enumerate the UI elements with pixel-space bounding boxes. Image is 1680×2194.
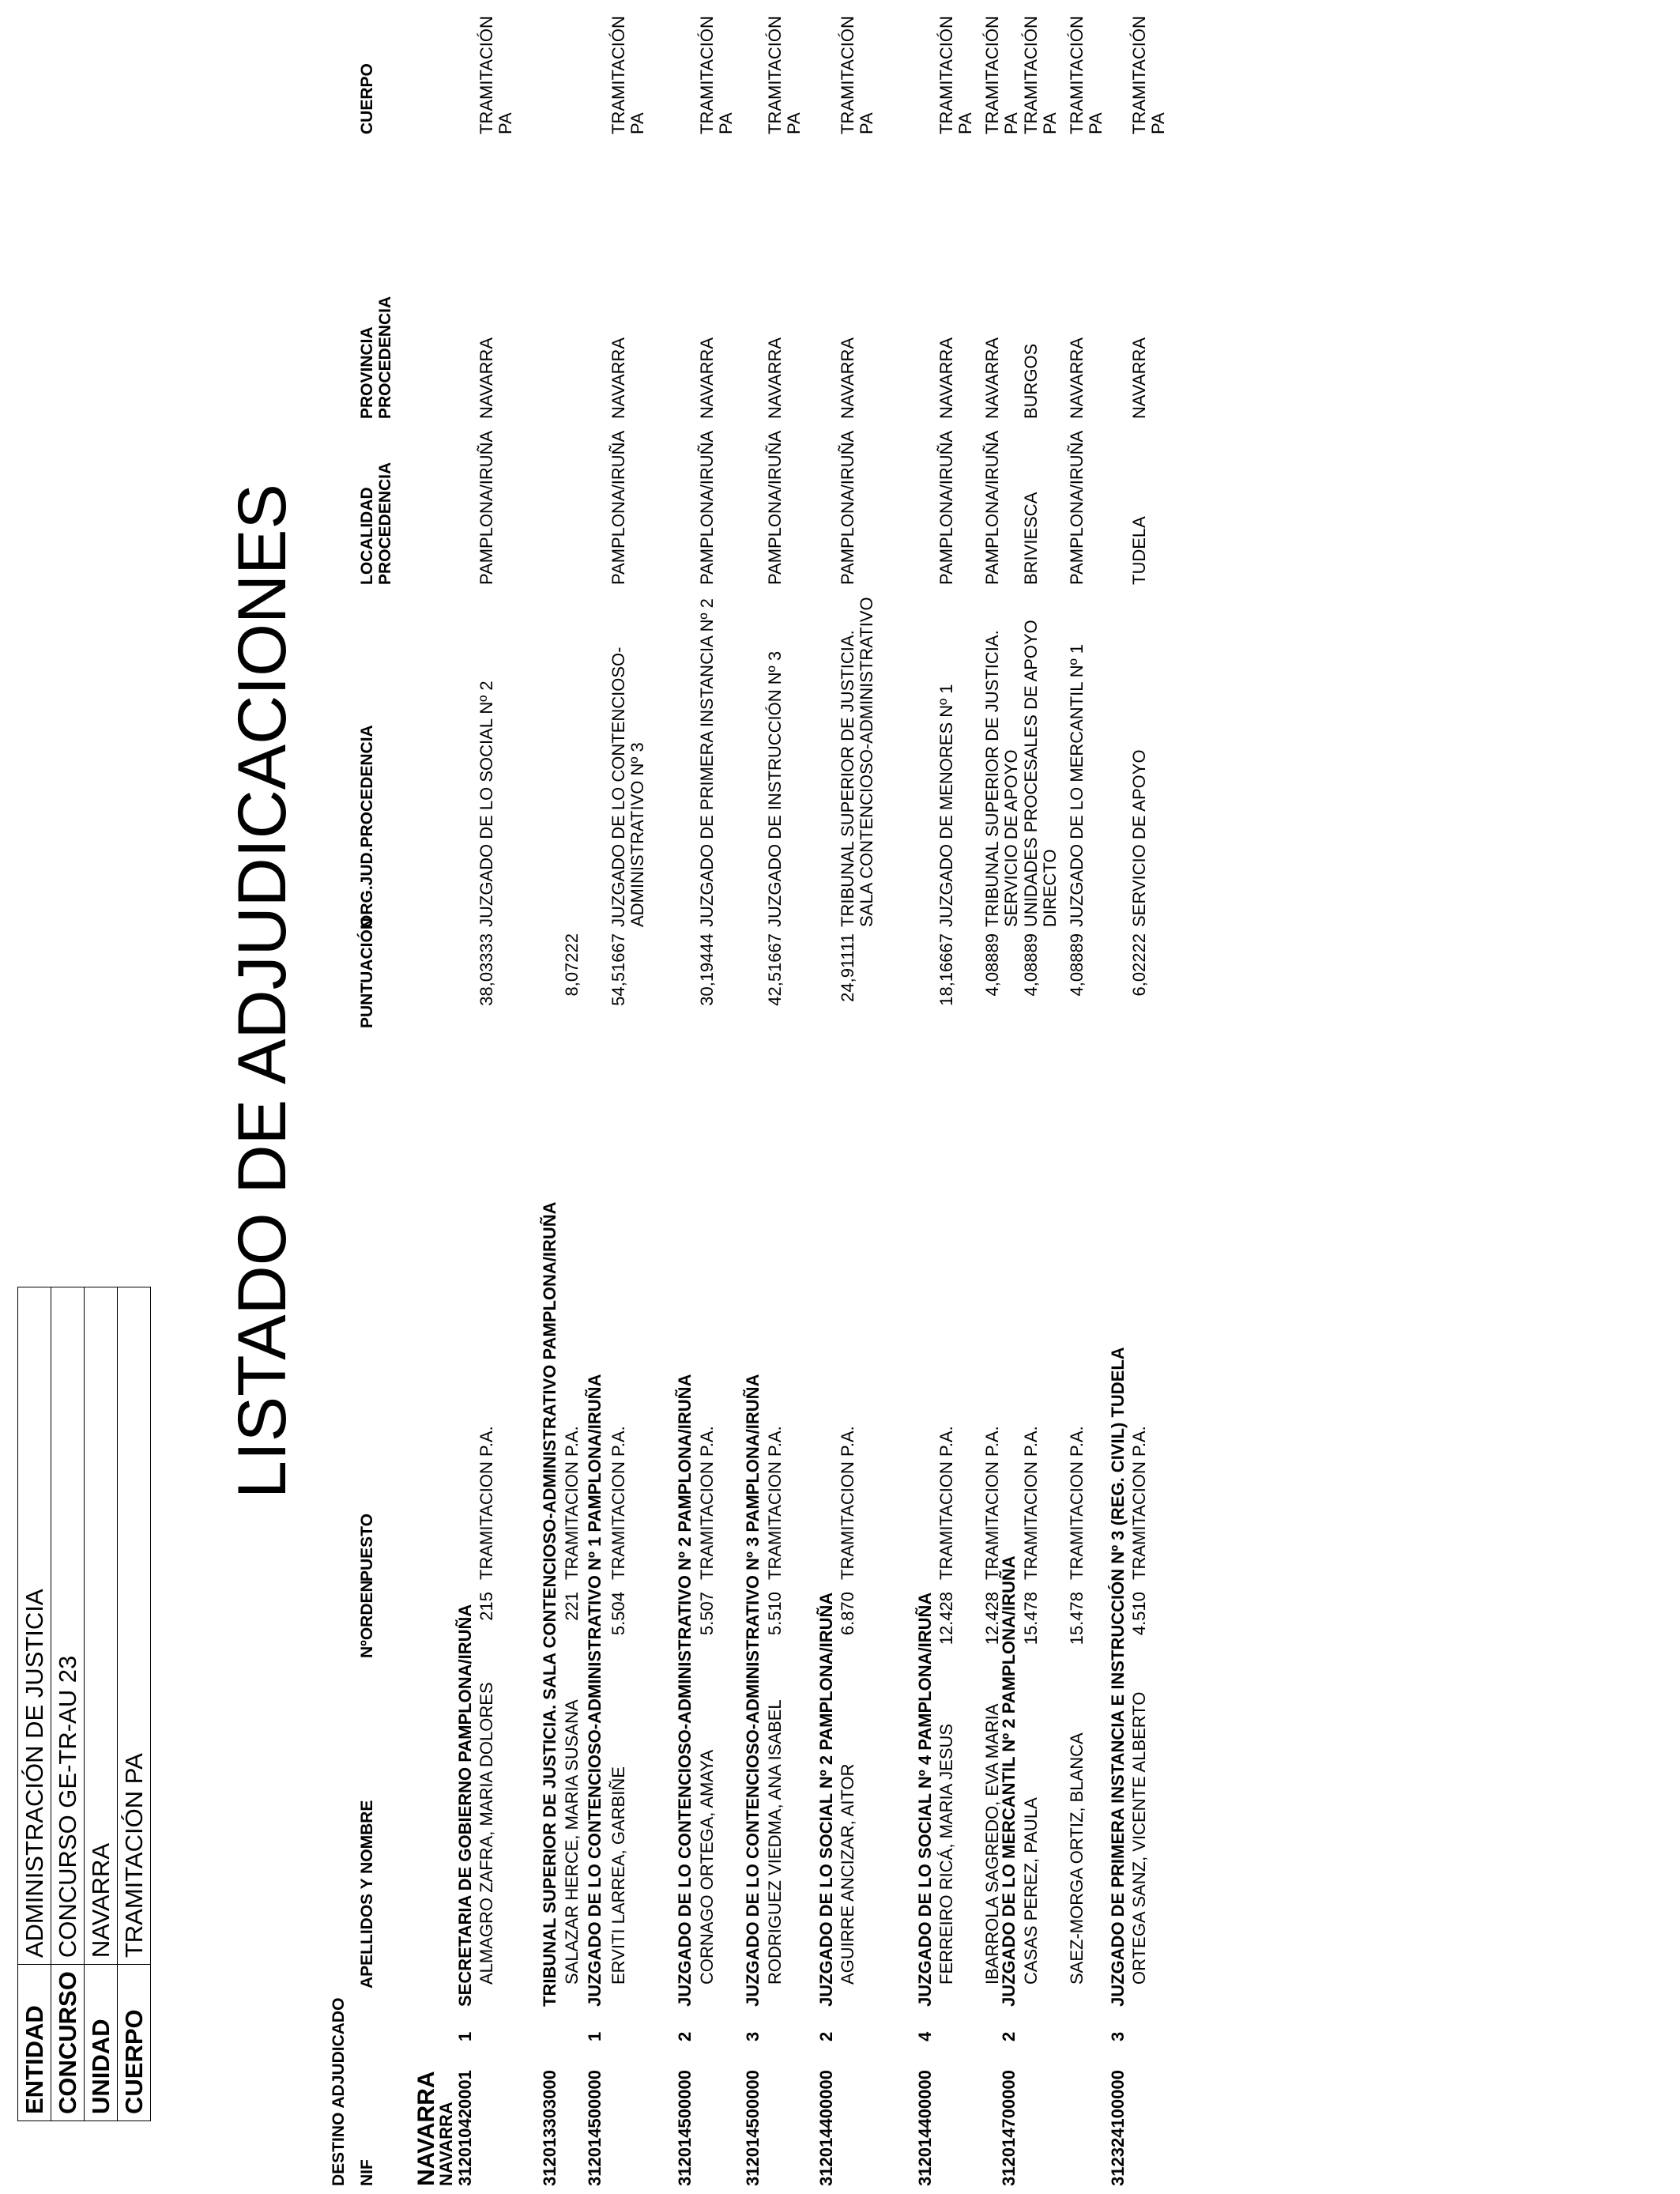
orden-cell: 15.478: [1067, 1592, 1087, 1646]
name-cell: SAEZ-MORGA ORTIZ, BLANCA: [1067, 1732, 1087, 1985]
localidad-cell: PAMPLONA/IRUÑA: [838, 430, 857, 585]
puesto-cell: TRAMITACION P.A.: [838, 1426, 857, 1580]
puesto-cell: TRAMITACION P.A.: [1067, 1426, 1087, 1580]
header-label: ENTIDAD: [18, 1965, 51, 2121]
nif-cell: 2: [816, 2031, 836, 2041]
col-norden-header: NºORDEN: [358, 1580, 376, 1658]
cuerpo-cell: TRAMITACIÓN PA: [936, 16, 976, 134]
col-org-header: ORG.JUD.PROCEDENCIA: [358, 725, 376, 928]
nif-cell: 3: [1108, 2031, 1128, 2041]
puesto-cell: TRAMITACION P.A.: [477, 1426, 496, 1580]
puesto-cell: TRAMITACION P.A.: [1129, 1426, 1149, 1580]
provincia-cell: NAVARRA: [608, 337, 628, 419]
orden-cell: 12.428: [982, 1592, 1002, 1646]
destination-code: 312010420001: [455, 2070, 475, 2186]
localidad-cell: PAMPLONA/IRUÑA: [765, 430, 785, 585]
provincia-cell: NAVARRA: [1067, 337, 1087, 419]
provincia-cell: NAVARRA: [765, 337, 785, 419]
puntuacion-cell: 4,08889: [1021, 933, 1041, 997]
org-cell: JUZGADO DE LO CONTENCIOSO-ADMINISTRATIVO Nº 3: [608, 647, 648, 927]
puntuacion-cell: 38,03333: [477, 933, 496, 1006]
org-cell: JUZGADO DE LO MERCANTIL Nº 1: [1067, 643, 1087, 927]
destination-title: JUZGADO DE LO CONTENCIOSO-ADMINISTRATIVO Nº 3 PAMPLONA/IRUÑA: [743, 1374, 763, 2007]
cuerpo-cell: TRAMITACIÓN PA: [477, 16, 516, 134]
nif-cell: 1: [455, 2031, 475, 2041]
page-title: LISTADO DE ADJUDICACIONES: [224, 484, 300, 1498]
orden-cell: 215: [477, 1592, 496, 1621]
cuerpo-cell: TRAMITACIÓN PA: [1067, 16, 1106, 134]
destination-title: JUZGADO DE PRIMERA INSTANCIA E INSTRUCCIÓN Nº 3 (REG. CIVIL) TUDELA: [1108, 1347, 1128, 2007]
puntuacion-cell: 4,08889: [1067, 933, 1087, 997]
header-value: NAVARRA: [85, 1287, 118, 1965]
puntuacion-cell: 4,08889: [982, 933, 1002, 997]
name-cell: SALAZAR HERCE, MARIA SUSANA: [562, 1699, 582, 1985]
destination-code: 312324100000: [1108, 2070, 1128, 2186]
col-nif-header: NIF: [358, 2159, 376, 2186]
destination-title: SECRETARIA DE GOBIERNO PAMPLONA/IRUÑA: [455, 1604, 475, 2007]
cuerpo-cell: TRAMITACIÓN PA: [608, 16, 648, 134]
name-cell: CASAS PEREZ, PAULA: [1021, 1797, 1041, 1985]
destination-code: 312014500000: [675, 2070, 695, 2186]
puntuacion-cell: 18,16667: [936, 933, 956, 1006]
org-cell: SERVICIO DE APOYO: [1129, 749, 1149, 927]
col-apellidos-header: APELLIDOS Y NOMBRE: [358, 1800, 376, 1989]
orden-cell: 6.870: [838, 1592, 857, 1636]
provincia-cell: NAVARRA: [838, 337, 857, 419]
nif-cell: 4: [915, 2031, 935, 2041]
header-value: ADMINISTRACIÓN DE JUSTICIA: [18, 1287, 51, 1965]
name-cell: ORTEGA SANZ, VICENTE ALBERTO: [1129, 1691, 1149, 1985]
name-cell: AGUIRRE ANCIZAR, AITOR: [838, 1763, 857, 1985]
org-cell: UNIDADES PROCESALES DE APOYO DIRECTO: [1021, 620, 1060, 927]
header-label: UNIDAD: [85, 1965, 118, 2121]
destination-title: JUZGADO DE LO MERCANTIL Nº 2 PAMPLONA/IRUÑA: [999, 1555, 1019, 2007]
region-heading: NAVARRA: [413, 2071, 439, 2186]
header-row: [118, 1287, 151, 2121]
col-localidad-header: LOCALIDAD PROCEDENCIA: [358, 462, 395, 585]
localidad-cell: PAMPLONA/IRUÑA: [1067, 430, 1087, 585]
col-cuerpo-header: CUERPO: [358, 63, 376, 134]
name-cell: RODRIGUEZ VIEDMA, ANA ISABEL: [765, 1699, 785, 1985]
orden-cell: 5.507: [697, 1592, 717, 1636]
destination-title: JUZGADO DE LO SOCIAL Nº 2 PAMPLONA/IRUÑA: [816, 1592, 836, 2007]
localidad-cell: PAMPLONA/IRUÑA: [608, 430, 628, 585]
puesto-cell: TRAMITACION P.A.: [982, 1426, 1002, 1580]
puesto-cell: TRAMITACION P.A.: [608, 1426, 628, 1580]
orden-cell: 221: [562, 1592, 582, 1621]
provincia-cell: BURGOS: [1021, 343, 1041, 419]
cuerpo-cell: TRAMITACIÓN PA: [1021, 16, 1060, 134]
name-cell: ALMAGRO ZAFRA, MARIA DOLORES: [477, 1682, 496, 1985]
header-row: [18, 1287, 51, 2121]
localidad-cell: PAMPLONA/IRUÑA: [936, 430, 956, 585]
header-value: CONCURSO GE-TR-AU 23: [51, 1287, 85, 1965]
nif-cell: 2: [999, 2031, 1019, 2041]
destination-title: JUZGADO DE LO CONTENCIOSO-ADMINISTRATIVO Nº 2 PAMPLONA/IRUÑA: [675, 1374, 695, 2007]
cuerpo-cell: TRAMITACIÓN PA: [838, 16, 877, 134]
provincia-cell: NAVARRA: [936, 337, 956, 419]
localidad-cell: PAMPLONA/IRUÑA: [477, 430, 496, 585]
subregion-heading: NAVARRA: [436, 2102, 456, 2186]
puntuacion-cell: 42,51667: [765, 933, 785, 1006]
localidad-cell: PAMPLONA/IRUÑA: [697, 430, 717, 585]
puntuacion-cell: 54,51667: [608, 933, 628, 1006]
orden-cell: 12.428: [936, 1592, 956, 1646]
orden-cell: 5.504: [608, 1592, 628, 1636]
header-value: TRAMITACIÓN PA: [118, 1287, 151, 1965]
puntuacion-cell: 8,07222: [562, 933, 582, 997]
cuerpo-cell: TRAMITACIÓN PA: [982, 16, 1022, 134]
header-row: [85, 1287, 118, 2121]
destination-code: 312014700000: [999, 2070, 1019, 2186]
localidad-cell: TUDELA: [1129, 516, 1149, 585]
col-provincia-header: PROVINCIA PROCEDENCIA: [358, 296, 395, 419]
destination-code: 312014500000: [743, 2070, 763, 2186]
provincia-cell: NAVARRA: [982, 337, 1002, 419]
header-table: [17, 1287, 151, 2121]
orden-cell: 15.478: [1021, 1592, 1041, 1646]
destination-title: TRIBUNAL SUPERIOR DE JUSTICIA. SALA CONTENCIOSO-ADMINISTRATIVO PAMPLONA/IRUÑA: [540, 1201, 559, 2007]
name-cell: FERREIRO RICÁ, MARIA JESUS: [936, 1723, 956, 1985]
cuerpo-cell: TRAMITACIÓN PA: [765, 16, 804, 134]
puesto-cell: TRAMITACION P.A.: [562, 1426, 582, 1580]
localidad-cell: BRIVIESCA: [1021, 492, 1041, 585]
destination-code: 312014400000: [816, 2070, 836, 2186]
cuerpo-cell: TRAMITACIÓN PA: [1129, 16, 1169, 134]
destination-title: JUZGADO DE LO SOCIAL Nº 4 PAMPLONA/IRUÑA: [915, 1592, 935, 2007]
orden-cell: 5.510: [765, 1592, 785, 1636]
puntuacion-cell: 24,91111: [838, 933, 857, 1002]
destination-code: 312014500000: [585, 2070, 605, 2186]
puesto-cell: TRAMITACION P.A.: [936, 1426, 956, 1580]
nif-cell: 1: [585, 2031, 605, 2041]
puntuacion-cell: 30,19444: [697, 933, 717, 1006]
destination-title: JUZGADO DE LO CONTENCIOSO-ADMINISTRATIVO Nº 1 PAMPLONA/IRUÑA: [585, 1374, 605, 2007]
nif-cell: 2: [675, 2031, 695, 2041]
org-cell: TRIBUNAL SUPERIOR DE JUSTICIA. SERVICIO DE APOYO: [982, 630, 1022, 927]
org-cell: JUZGADO DE LO SOCIAL Nº 2: [477, 680, 496, 927]
header-label: CONCURSO: [51, 1965, 85, 2121]
nif-cell: 3: [743, 2031, 763, 2041]
destination-code: 312014400000: [915, 2070, 935, 2186]
name-cell: CORNAGO ORTEGA, AMAYA: [697, 1749, 717, 1985]
col-destino-header: DESTINO ADJUDICADO: [330, 1997, 348, 2186]
provincia-cell: NAVARRA: [1129, 337, 1149, 419]
name-cell: IBARROLA SAGREDO, EVA MARIA: [982, 1703, 1002, 1985]
org-cell: TRIBUNAL SUPERIOR DE JUSTICIA. SALA CONTENCIOSO-ADMINISTRATIVO: [838, 597, 877, 927]
orden-cell: 4.510: [1129, 1592, 1149, 1636]
provincia-cell: NAVARRA: [697, 337, 717, 419]
puesto-cell: TRAMITACION P.A.: [1021, 1426, 1041, 1580]
puesto-cell: TRAMITACION P.A.: [697, 1426, 717, 1580]
org-cell: JUZGADO DE MENORES Nº 1: [936, 684, 956, 927]
name-cell: ERVITI LARREA, GARBIÑE: [608, 1766, 628, 1985]
localidad-cell: PAMPLONA/IRUÑA: [982, 430, 1002, 585]
puntuacion-cell: 6,02222: [1129, 933, 1149, 997]
org-cell: JUZGADO DE PRIMERA INSTANCIA Nº 2: [697, 598, 717, 927]
puesto-cell: TRAMITACION P.A.: [765, 1426, 785, 1580]
header-label: CUERPO: [118, 1965, 151, 2121]
col-puntuacion-header: PUNTUACIÓN: [358, 918, 376, 1028]
destination-code: 312013303000: [540, 2070, 559, 2186]
col-puesto-header: PUESTO: [358, 1514, 376, 1581]
provincia-cell: NAVARRA: [477, 337, 496, 419]
org-cell: JUZGADO DE INSTRUCCIÓN Nº 3: [765, 650, 785, 927]
header-row: [51, 1287, 85, 2121]
cuerpo-cell: TRAMITACIÓN PA: [697, 16, 736, 134]
